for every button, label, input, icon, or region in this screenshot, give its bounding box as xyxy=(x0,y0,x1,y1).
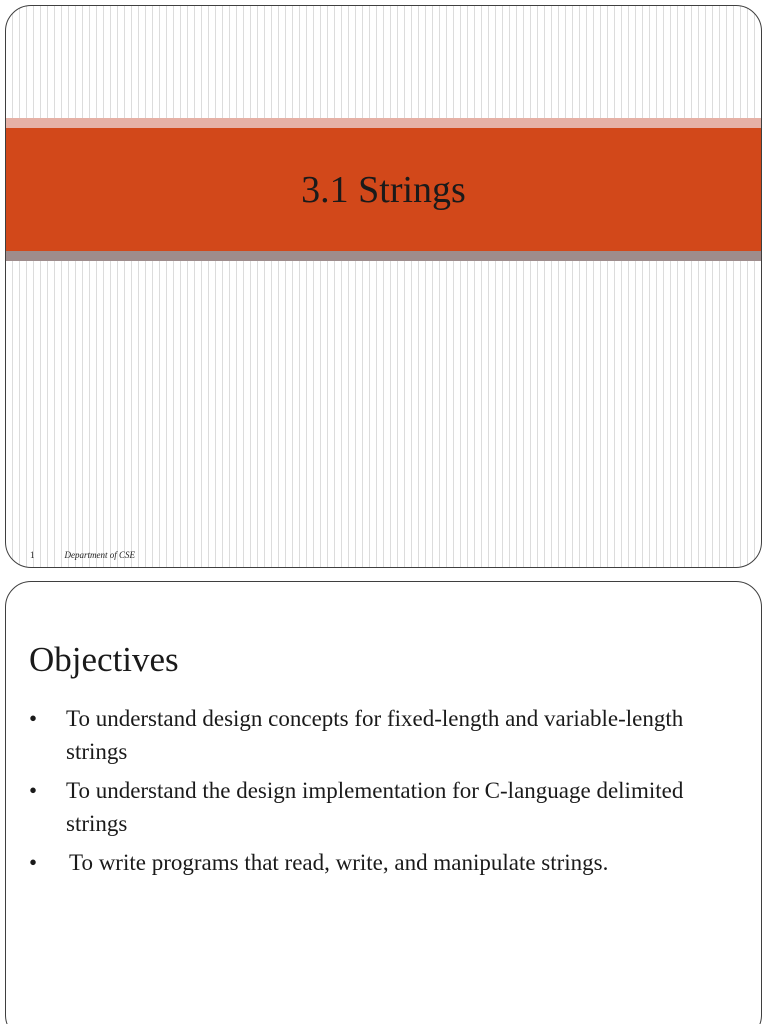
objectives-slide xyxy=(5,581,762,1024)
list-item-text: To write programs that read, write, and manipulate strings. xyxy=(69,850,609,875)
title-band-bottom-stripe xyxy=(6,251,761,261)
slide-title: 3.1 Strings xyxy=(301,168,466,211)
title-slide xyxy=(5,5,762,568)
slide-number: 1 xyxy=(30,550,35,560)
bullet-icon: • xyxy=(29,778,38,803)
bullet-icon: • xyxy=(29,850,38,875)
title-band xyxy=(6,128,761,251)
footer-department: Department of CSE xyxy=(64,550,135,560)
list-item xyxy=(29,702,749,768)
title-band-top-stripe xyxy=(6,118,761,128)
slide-footer xyxy=(30,550,135,560)
objectives-heading: Objectives xyxy=(29,640,179,679)
list-item-text: To understand the design implementation for C-language delimited strings xyxy=(66,778,684,836)
bullet-icon: • xyxy=(29,706,38,731)
objectives-list xyxy=(29,702,749,885)
list-item xyxy=(29,774,749,840)
list-item xyxy=(29,846,749,879)
list-item-text: To understand design concepts for fixed-length and variable-length strings xyxy=(66,706,684,764)
